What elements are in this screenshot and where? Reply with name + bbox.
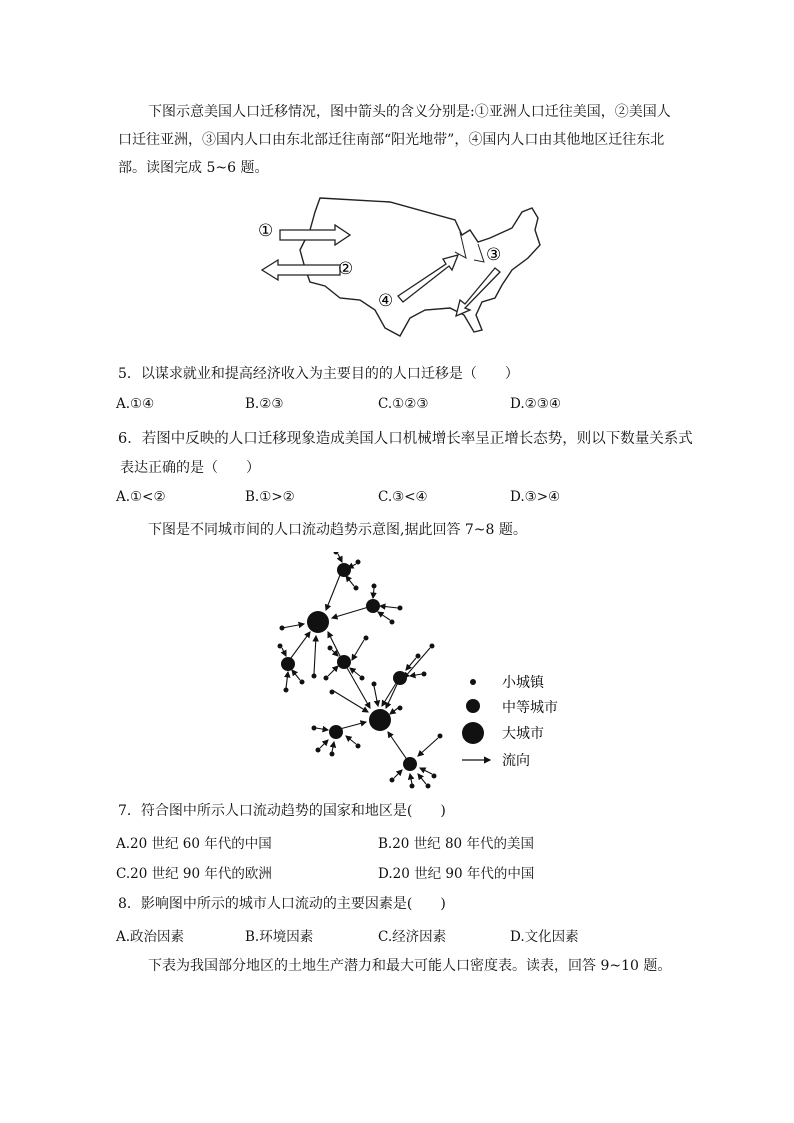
q8-option-d: D.文化因素: [510, 929, 579, 945]
legend-medium-city: 中等城市: [502, 700, 558, 716]
q7-option-c: C.20 世纪 90 年代的欧洲: [116, 866, 272, 882]
q8-option-a: A.政治因素: [116, 929, 185, 945]
label-arrow-3: ③: [486, 245, 502, 265]
arrow-4-to-northeast: [398, 255, 458, 302]
label-arrow-1: ①: [258, 221, 274, 241]
legend-large-city: 大城市: [502, 726, 544, 742]
question-6-stem-line1: 6．若图中反映的人口迁移现象造成美国人口机械增长率呈正增长态势，则以下数量关系式: [118, 431, 693, 447]
q7-option-a: A.20 世纪 60 年代的中国: [116, 836, 272, 852]
q6-option-a: A.①<②: [116, 489, 166, 505]
city-flow-diagram: [270, 552, 570, 792]
legend-flow-direction: 流向: [502, 753, 530, 769]
question-7-stem: 7．符合图中所示人口流动趋势的国家和地区是( ): [118, 803, 446, 819]
q7-option-b: B.20 世纪 80 年代的美国: [378, 836, 534, 852]
q6-option-c: C.③<④: [378, 489, 428, 505]
label-arrow-4: ④: [378, 291, 394, 311]
question-6-stem-line2: 表达正确的是（ ）: [120, 460, 260, 476]
q8-option-b: B.环境因素: [245, 929, 314, 945]
intro-paragraph-2: 下图是不同城市间的人口流动趋势示意图,据此回答 7~8 题。: [148, 522, 527, 538]
arrow-2-usa-to-asia: [262, 260, 340, 280]
q6-option-d: D.③>④: [510, 489, 561, 505]
flow-legend: [462, 674, 558, 769]
q5-option-c: C.①②③: [378, 396, 429, 412]
question-8-stem: 8．影响图中所示的城市人口流动的主要因素是( ): [118, 896, 446, 912]
question-5-stem: 5．以谋求就业和提高经济收入为主要目的的人口迁移是（ ）: [118, 366, 519, 382]
legend-small-town: 小城镇: [502, 675, 544, 691]
q5-option-a: A.①④: [116, 396, 155, 412]
q8-option-c: C.经济因素: [378, 929, 447, 945]
arrow-1-asia-to-usa: [280, 225, 350, 245]
q6-option-b: B.①>②: [245, 489, 295, 505]
intro-paragraph-1: 下图示意美国人口迁移情况，图中箭头的含义分别是:①亚洲人口迁往美国，②美国人口迁往亚洲，③国内人口由东北部迁往南部“阳光地带”，④国内人口由其他地区迁往东北部。读图完成 5~6 题。: [118, 104, 671, 176]
q7-option-d: D.20 世纪 90 年代的中国: [378, 866, 535, 882]
q5-option-b: B.②③: [245, 396, 284, 412]
arrow-3-to-sunbelt: [456, 268, 500, 316]
label-arrow-2: ②: [338, 259, 354, 279]
usa-migration-map: [250, 190, 560, 340]
intro-paragraph-3: 下表为我国部分地区的土地生产潜力和最大可能人口密度表。读表，回答 9~10 题。: [148, 958, 672, 974]
q5-option-d: D.②③④: [510, 396, 561, 412]
